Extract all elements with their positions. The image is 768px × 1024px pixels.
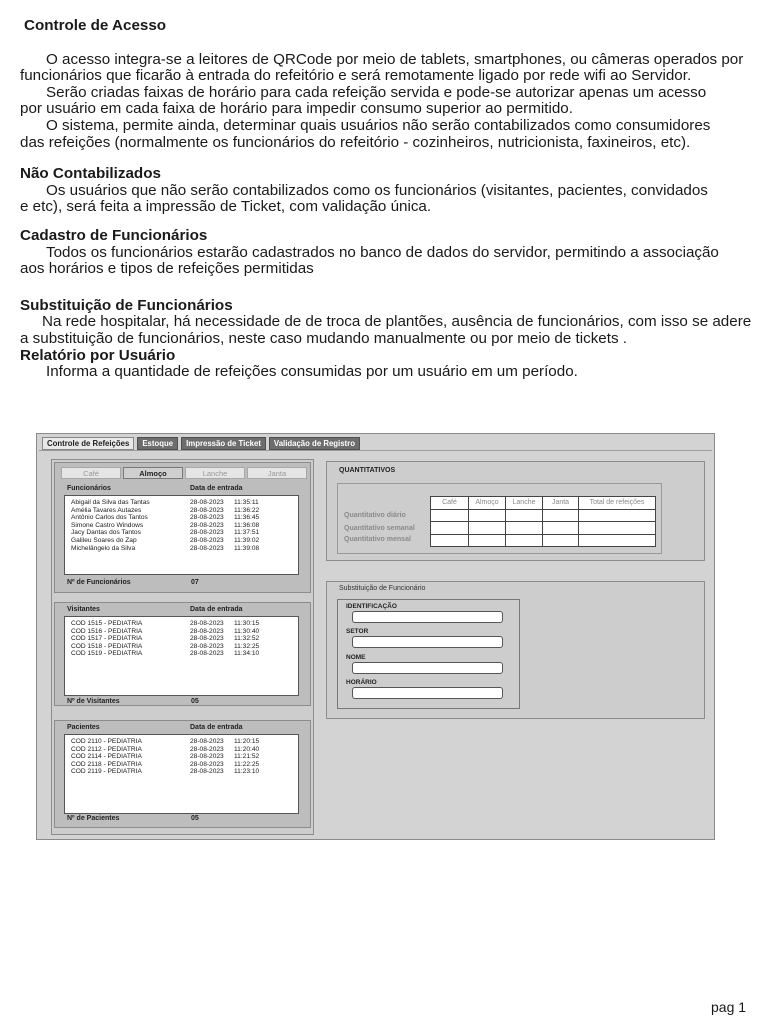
list-cell-time: 11:30:15 (234, 620, 260, 627)
paragraph-line: Informa a quantidade de refeições consumidas por um usuário em um período. (46, 363, 578, 381)
visitantes-count-label: Nº de Visitantes (67, 698, 120, 705)
qt-col-header: Lanche (506, 497, 543, 510)
list-cell-name: COD 1515 - PEDIATRIA (71, 620, 143, 627)
list-row[interactable] (71, 507, 294, 515)
tab-validacao-registro[interactable]: Validação de Registro (269, 437, 360, 450)
pacientes-list[interactable] (64, 734, 299, 814)
qt-cell (469, 522, 506, 535)
list-cell-time: 11:21:52 (234, 753, 260, 761)
page-number: pag 1 (711, 999, 747, 1015)
list-row[interactable] (71, 761, 294, 769)
section-title: Cadastro de Funcionários (20, 226, 208, 244)
list-cell-time: 11:20:15 (234, 738, 260, 745)
quantitativos-title: QUANTITATIVOS (339, 467, 396, 474)
nome-input[interactable] (352, 662, 503, 674)
meal-tab-janta[interactable]: Janta (247, 467, 307, 479)
list-cell-date: 28-08-2023 (190, 642, 224, 650)
document-body (20, 18, 765, 381)
list-cell-date: 28-08-2023 (190, 635, 224, 643)
list-cell-name: COD 2118 - PEDIATRIA (71, 760, 142, 768)
visitantes-header: Visitantes (67, 606, 100, 613)
list-cell-time: 11:34:10 (234, 650, 260, 658)
list-cell-name: COD 1518 - PEDIATRIA (71, 642, 143, 650)
list-cell-date: 28-08-2023 (190, 760, 224, 768)
list-row[interactable] (71, 746, 294, 754)
field-label-nome: NOME (346, 654, 366, 661)
qt-cell (579, 522, 656, 535)
list-row[interactable] (71, 753, 294, 761)
qt-row-label: Quantitativo mensal (344, 536, 411, 543)
left-column (51, 459, 314, 835)
list-cell-date: 28-08-2023 (190, 768, 224, 776)
pacientes-count: 05 (191, 815, 199, 822)
list-cell-date: 28-08-2023 (190, 620, 224, 627)
visitantes-list[interactable] (64, 616, 299, 696)
list-cell-name: Michelângelo da Silva (71, 544, 136, 552)
list-cell-time: 11:32:25 (234, 642, 260, 650)
qt-cell (431, 534, 469, 547)
horario-input[interactable] (352, 687, 503, 699)
list-cell-time: 11:36:22 (234, 506, 260, 514)
list-cell-name: Galileu Soares do Zap (71, 537, 137, 544)
substituicao-title: Substituição de Funcionário (339, 585, 426, 592)
list-row[interactable] (71, 537, 294, 545)
list-row[interactable] (71, 628, 294, 636)
list-cell-date: 28-08-2023 (190, 753, 224, 761)
list-cell-name: COD 2119 - PEDIATRIA (71, 768, 142, 776)
tab-divider (39, 450, 712, 451)
list-cell-name: COD 2112 - PEDIATRIA (71, 745, 142, 753)
list-cell-time: 11:36:45 (234, 514, 260, 522)
visitantes-panel (54, 602, 311, 706)
field-label-setor: SETOR (346, 628, 369, 635)
list-cell-time: 11:20:40 (234, 745, 260, 753)
setor-input[interactable] (352, 636, 503, 648)
qt-cell (579, 509, 656, 522)
list-row[interactable] (71, 529, 294, 537)
list-cell-name: Abigail da Silva das Tantas (71, 499, 150, 506)
list-cell-time: 11:39:02 (234, 537, 260, 544)
list-cell-date: 28-08-2023 (190, 499, 224, 506)
list-cell-date: 28-08-2023 (190, 506, 224, 514)
funcionarios-date-header: Data de entrada (190, 485, 243, 492)
list-cell-date: 28-08-2023 (190, 537, 224, 544)
qt-cell (431, 509, 469, 522)
list-row[interactable] (71, 738, 294, 746)
paragraph-line: O acesso integra-se a leitores de QRCode por meio de tablets, smartphones, ou câmeras operados por (46, 50, 744, 68)
paragraph-line: por usuário em cada faixa de horário para impedir consumo superior ao permitido. (20, 100, 573, 118)
quantitativos-table (430, 496, 656, 547)
qt-row-label: Quantitativo semanal (344, 525, 415, 532)
list-row[interactable] (71, 545, 294, 553)
pacientes-header: Pacientes (67, 724, 100, 731)
list-cell-name: Amélia Tavares Autazes (71, 506, 142, 514)
list-cell-name: COD 2110 - PEDIATRIA (71, 738, 142, 745)
funcionarios-panel (54, 462, 311, 593)
funcionarios-count-label: Nº de Funcionários (67, 579, 131, 586)
funcionarios-header: Funcionários (67, 485, 111, 492)
list-cell-date: 28-08-2023 (190, 745, 224, 753)
quantitativos-box (337, 483, 662, 554)
list-cell-name: COD 1519 - PEDIATRIA (71, 650, 143, 658)
qt-col-header: Café (431, 497, 469, 510)
list-cell-date: 28-08-2023 (190, 521, 224, 529)
visitantes-date-header: Data de entrada (190, 606, 243, 613)
field-label-horario: HORÁRIO (346, 679, 377, 686)
list-cell-time: 11:30:40 (234, 627, 260, 635)
list-cell-name: Antônio Carlos dos Tantos (71, 514, 148, 522)
meal-tab-cafe[interactable]: Café (61, 467, 121, 479)
list-row[interactable] (71, 650, 294, 658)
paragraph-line: Na rede hospitalar, há necessidade de de troca de plantões, ausência de funcionários, com isso se adere (42, 313, 752, 331)
qt-col-header: Janta (543, 497, 579, 510)
identificacao-input[interactable] (352, 611, 503, 623)
paragraph-line: funcionários que ficarão à entrada do refeitório e será remotamente ligado por rede wifi ao Servidor. (20, 67, 692, 85)
field-label-identificacao: IDENTIFICAÇÃO (346, 603, 397, 610)
section-title: Não Contabilizados (20, 165, 161, 183)
qt-cell (431, 522, 469, 535)
paragraph-line: Os usuários que não serão contabilizados como os funcionários (visitantes, pacientes, convidados (46, 181, 708, 199)
list-cell-time: 11:32:52 (234, 635, 260, 643)
qt-row-label: Quantitativo diário (344, 512, 406, 519)
list-row[interactable] (71, 514, 294, 522)
list-cell-date: 28-08-2023 (190, 650, 224, 658)
main-tabs (42, 437, 363, 450)
list-cell-time: 11:35:11 (234, 499, 259, 506)
app-window (36, 433, 715, 840)
list-cell-date: 28-08-2023 (190, 514, 224, 522)
list-row[interactable] (71, 768, 294, 776)
qt-cell (506, 534, 543, 547)
funcionarios-count: 07 (191, 579, 199, 586)
qt-col-header: Almoço (469, 497, 506, 510)
meal-tab-lanche[interactable]: Lanche (185, 467, 245, 479)
list-cell-name: COD 1516 - PEDIATRIA (71, 627, 143, 635)
list-cell-date: 28-08-2023 (190, 627, 224, 635)
list-cell-date: 28-08-2023 (190, 738, 224, 745)
paragraph-line: Serão criadas faixas de horário para cada refeição servida e pode-se autorizar apenas um acesso (46, 83, 707, 101)
funcionarios-list[interactable] (64, 495, 299, 575)
qt-cell (543, 534, 579, 547)
list-row[interactable] (71, 643, 294, 651)
qt-cell (543, 509, 579, 522)
substituicao-form (337, 599, 520, 709)
meal-tab-almoco[interactable]: Almoço (123, 467, 183, 479)
paragraph-line: aos horários e tipos de refeições permitidas (20, 260, 314, 278)
list-cell-name: Simone Castro Windows (71, 521, 144, 529)
list-cell-name: COD 1517 - PEDIATRIA (71, 635, 143, 643)
qt-cell (506, 509, 543, 522)
list-row[interactable] (71, 522, 294, 530)
doc-title: Controle de Acesso (24, 17, 167, 34)
tab-impressao-ticket[interactable]: Impressão de Ticket (181, 437, 266, 450)
list-cell-time: 11:39:08 (234, 544, 260, 552)
paragraph-line: e etc), será feita a impressão de Ticket, com validação única. (20, 198, 432, 216)
list-cell-time: 11:37:51 (234, 529, 260, 537)
list-cell-time: 11:23:10 (234, 768, 260, 776)
qt-cell (579, 534, 656, 547)
list-cell-time: 11:36:08 (234, 521, 260, 529)
meal-tabs (61, 467, 309, 479)
pacientes-date-header: Data de entrada (190, 724, 243, 731)
visitantes-count: 05 (191, 698, 199, 705)
list-cell-time: 11:22:25 (234, 760, 260, 768)
section-title: Substituição de Funcionários (20, 296, 233, 314)
list-cell-name: COD 2114 - PEDIATRIA (71, 753, 142, 761)
qt-cell (469, 509, 506, 522)
list-cell-name: Jacy Dantas dos Tantos (71, 529, 141, 537)
substituicao-panel (326, 581, 705, 719)
qt-cell (543, 522, 579, 535)
list-row[interactable] (71, 620, 294, 628)
qt-col-header: Total de refeições (579, 497, 656, 510)
list-cell-date: 28-08-2023 (190, 529, 224, 537)
paragraph-line: a substituição de funcionários, neste caso mudando manualmente ou por meio de tickets . (20, 329, 628, 347)
paragraph-line: Todos os funcionários estarão cadastrados no banco de dados do servidor, permitindo a associação (46, 243, 719, 261)
qt-cell (469, 534, 506, 547)
list-cell-date: 28-08-2023 (190, 544, 224, 552)
list-row[interactable] (71, 635, 294, 643)
tab-estoque[interactable]: Estoque (137, 437, 178, 450)
paragraph-line: das refeições (normalmente os funcionários do refeitório - cozinheiros, nutricionista, faxineiros, etc). (20, 133, 691, 151)
tab-controle-refeicoes[interactable]: Controle de Refeições (42, 437, 134, 450)
paragraph-line: O sistema, permite ainda, determinar quais usuários não serão contabilizados como consumidores (46, 116, 711, 134)
section-title: Relatório por Usuário (20, 346, 176, 364)
qt-cell (506, 522, 543, 535)
list-row[interactable] (71, 499, 294, 507)
pacientes-panel (54, 720, 311, 828)
pacientes-count-label: Nº de Pacientes (67, 815, 120, 822)
quantitativos-panel (326, 461, 705, 561)
